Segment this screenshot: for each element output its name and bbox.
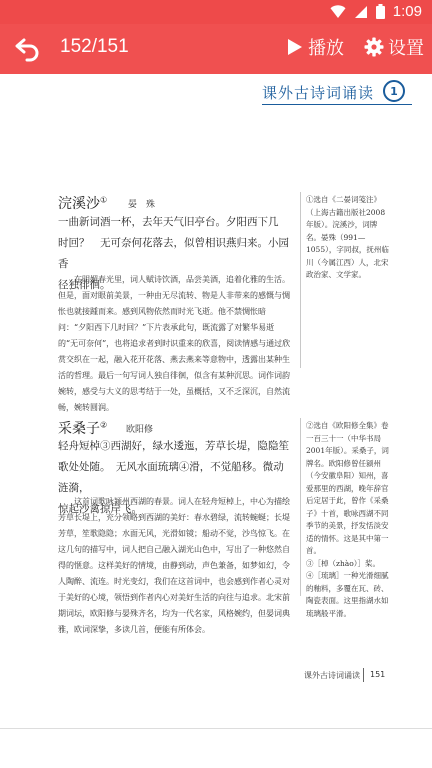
poem2-author: 欧阳修 [126, 425, 154, 435]
poem2-note: ④［琉璃］一种光滑细腻的釉料，多覆在瓦、砖、陶瓷表面。这里指湖水如琉璃般平滑。 [306, 571, 389, 618]
poem2-note: ③［棹（zhào）］桨。 [306, 558, 381, 568]
page-footer-title: 课外古诗词诵读 [304, 671, 360, 680]
poem1-title [58, 193, 107, 213]
poem1-line: 时回？ 无可奈何花落去，似曾相识燕归来。小园香 [58, 237, 289, 270]
note-divider [300, 418, 301, 596]
play-button[interactable] [286, 34, 344, 60]
poem2-line: 歌处处随。 无风水面琉璃④滑，不觉船移。微动涟漪， [58, 461, 284, 494]
poem1-commentary: 在明媚春光里，词人赋诗饮酒，品尝美酒，追着化雅的生活。但是，面对眼前美景，一种由无尽流转、物是人非带来的感慨与惆怅也就接踵而来。感到风物依然而时光飞逝。他不禁惆怅暗问：“夕阳西下几时回？”下片表承此句，既流露了对繁华易逝的“无可奈何”，也将追求者到时识重来的欣喜，阅读情感与通过欣赏交织在一起，融入花开花落、燕去燕来等意物中，透露出某种生活的哲理。最后一句写词人独自徘徊，似含有某种沉思。词作词韵婉转，感受与大义的思考结于一处，虽概括，又不乏深沉，自然流畅，婉转圆润。 [58, 275, 291, 412]
poem1-title-text: 浣溪沙 [58, 196, 100, 212]
section-title: 课外古诗词诵读 [262, 84, 375, 102]
gear-icon [364, 37, 384, 57]
battery-icon [376, 4, 385, 19]
page-footer-separator [363, 668, 364, 682]
page-counter: 152/151 [60, 36, 129, 57]
status-bar [0, 0, 432, 24]
settings-button[interactable] [364, 34, 424, 60]
poem1-title-mark: ① [100, 195, 108, 205]
poem2-commentary: 这首词歌咏颍州西湖的春景。词人在轻舟短棹上，中心为描绘芳草长堤上，充分领略到西湖的美好：春水碧绿，流转蜿蜒；长堤芳草，笙歌隐隐；水面无风，光滑如镜；船动不觉，沙鸟惊飞。在这几句的描写中，词人把自己融入湖光山色中，写出了一种悠然自得的惬意。这样美好的情境，由静到动，声色兼备，如梦如幻，令人陶醉、流连。时光变幻，我们在这首词中，也会感到作者心灵对于美好的心境，领悟到作者内心对美好生活的向往与追求。北宋前期词坛，欧阳修与晏殊齐名，均为一代名家，风格婉约，但晏词典雅，欧词深挚，多读几首，便能有所体会。 [58, 497, 290, 634]
poem2-title-text: 采桑子 [58, 421, 100, 437]
page-bottom-edge [0, 728, 432, 729]
settings-label: 设置 [388, 38, 424, 59]
page-number: 151 [370, 670, 386, 679]
section-title-rule [262, 104, 412, 105]
back-button[interactable] [14, 35, 42, 63]
poem2-title [58, 418, 107, 438]
wifi-icon [330, 5, 346, 19]
signal-icon [354, 5, 368, 19]
play-label: 播放 [308, 38, 344, 59]
poem2-notes [306, 420, 390, 620]
poem2-line: 轻舟短棹③西湖好，绿水逶迤，芳草长堤，隐隐笙 [58, 440, 289, 452]
top-toolbar [0, 24, 432, 74]
poem1-line: 径独徘徊。 [58, 279, 111, 291]
back-arrow-icon [14, 35, 42, 63]
poem1-note: ①选自《二晏词笺注》（上海古籍出版社2008年版）。浣溪沙，词牌名。晏殊（991—1055），字同叔，抚州临川（今属江西）人，北宋政治家、文学家。 [306, 195, 389, 279]
section-number-badge: 1 [383, 80, 405, 102]
poem2-line: 惊起沙禽掠岸飞。 [58, 503, 142, 515]
poem1-line: 一曲新词酒一杯，去年天气旧亭台。夕阳西下几 [58, 216, 279, 228]
status-icons [330, 3, 422, 20]
status-time: 1:09 [392, 3, 422, 20]
poem2-title-mark: ② [100, 420, 108, 430]
note-divider [300, 192, 301, 368]
poem1-author: 晏 殊 [128, 200, 156, 210]
play-icon [286, 37, 304, 57]
poem2-note: ②选自《欧阳修全集》卷一百三十一（中华书局2001年版）。采桑子，词牌名。欧阳修曾任颍州（今安徽阜阳）知州，喜爱那里的西湖，晚年辞官后定居于此，曾作《采桑子》十首，歌咏西湖不同季节的美景，抒发恬淡安适的情怀。这是其中第一首。 [306, 421, 389, 555]
